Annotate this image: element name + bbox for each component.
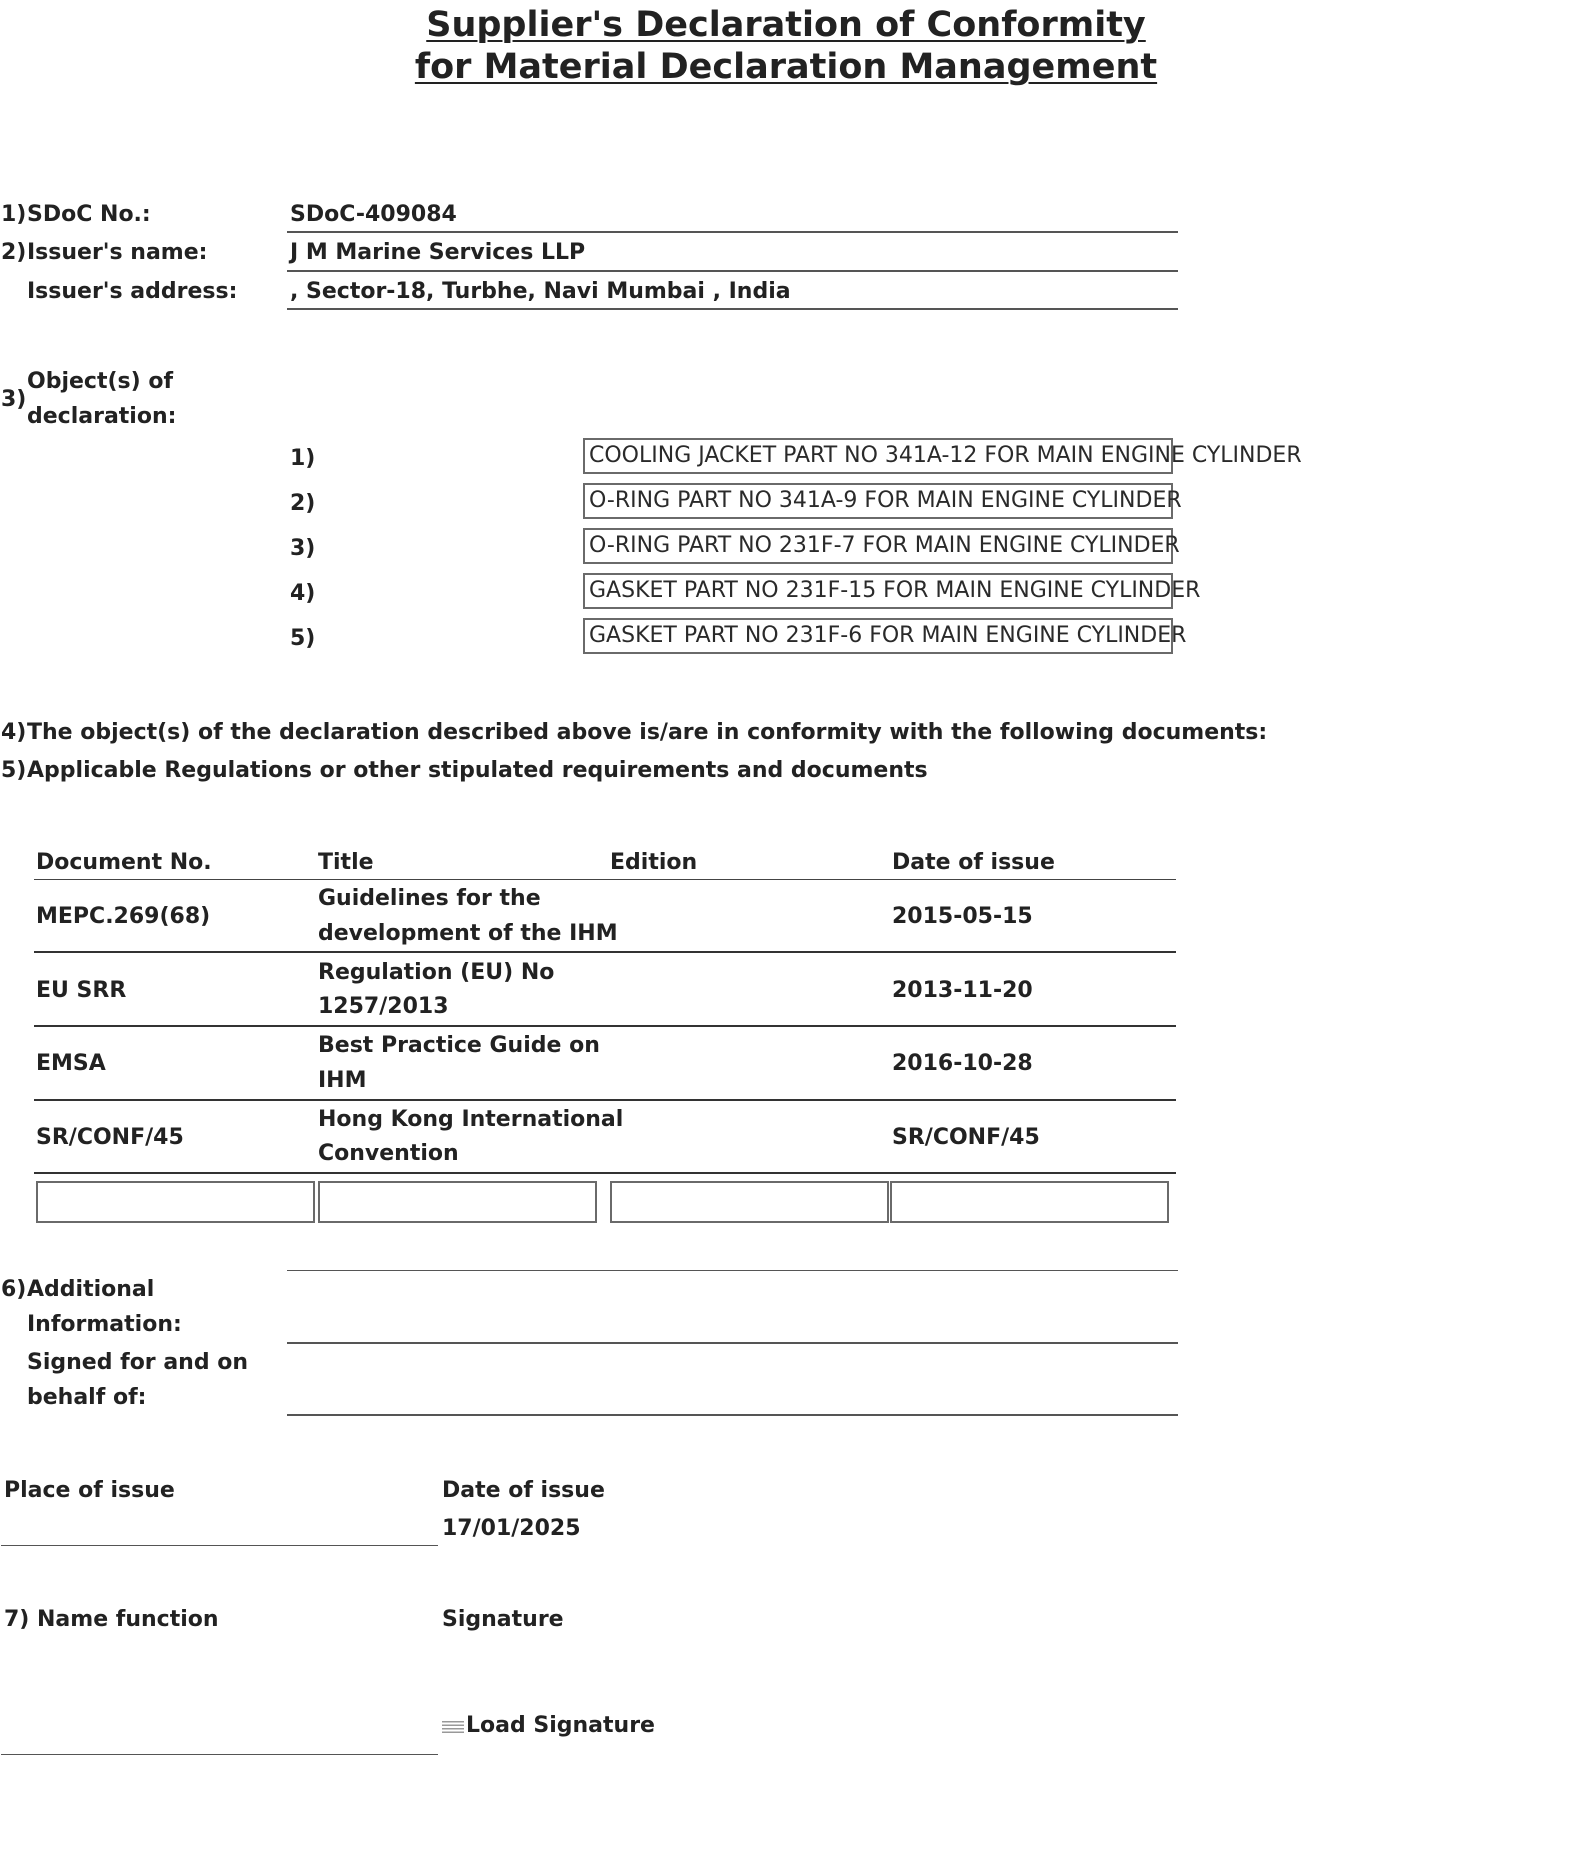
table-header-divider [34, 879, 1176, 880]
signature-label: Signature [442, 1607, 564, 1632]
issuer-address-value: , Sector-18, Turbhe, Navi Mumbai , India [290, 279, 791, 304]
issuer-name-underline [287, 270, 1178, 272]
new-document-no-input[interactable] [36, 1181, 315, 1223]
object-item-number: 4) [290, 581, 316, 606]
table-row-divider [34, 1172, 1176, 1174]
date-of-issue-label: Date of issue [442, 1478, 605, 1503]
table-cell-title-line-2: Convention [318, 1141, 459, 1166]
issuer-address-label: Issuer's address: [27, 279, 238, 304]
signed-behalf-label-line-1: Signed for and on [27, 1350, 249, 1375]
objects-label-line-1: Object(s) of [27, 369, 174, 394]
table-row-divider [34, 951, 1176, 953]
sdoc-number-label: SDoC No.: [27, 202, 151, 227]
table-cell-date: 2016-10-28 [892, 1051, 1033, 1076]
table-cell-title-line-2: development of the IHM [318, 921, 618, 946]
objects-index: 3) [1, 387, 27, 412]
object-item-field[interactable]: COOLING JACKET PART NO 341A-12 FOR MAIN ENGINE CYLINDER [583, 438, 1173, 474]
table-cell-document-no: SR/CONF/45 [36, 1125, 184, 1150]
place-of-issue-label: Place of issue [4, 1478, 175, 1503]
signed-behalf-field[interactable] [287, 1414, 1178, 1416]
additional-info-label-line-2: Information: [27, 1312, 182, 1337]
regulations-index: 5) [1, 758, 27, 783]
table-cell-date: 2013-11-20 [892, 978, 1033, 1003]
object-item-number: 5) [290, 626, 316, 651]
regulations-statement: Applicable Regulations or other stipulated requirements and documents [27, 758, 928, 783]
table-cell-title-line-1: Guidelines for the [318, 886, 541, 911]
load-signature-button[interactable] [442, 1711, 655, 1741]
sdoc-number-underline [287, 231, 1178, 233]
name-function-field[interactable] [1, 1754, 438, 1755]
table-cell-document-no: MEPC.269(68) [36, 904, 211, 929]
object-item-number: 2) [290, 491, 316, 516]
table-row-divider [34, 1099, 1176, 1101]
title-line-1: Supplier's Declaration of Conformity [426, 5, 1146, 45]
object-item-number: 3) [290, 536, 316, 561]
issuer-index: 2) [1, 240, 27, 265]
table-header-title: Title [318, 850, 374, 875]
sdoc-number-value: SDoC-409084 [290, 202, 457, 227]
table-cell-document-no: EMSA [36, 1051, 106, 1076]
issuer-name-label: Issuer's name: [27, 240, 208, 265]
issuer-name-value: J M Marine Services LLP [290, 240, 586, 265]
conformity-statement: The object(s) of the declaration described above is/are in conformity with the following documents: [27, 720, 1268, 745]
objects-label-line-2: declaration: [27, 404, 177, 429]
table-row-divider [34, 1025, 1176, 1027]
additional-info-field[interactable] [287, 1342, 1178, 1344]
table-header-edition: Edition [610, 850, 698, 875]
table-header-date-of-issue: Date of issue [892, 850, 1055, 875]
new-edition-input[interactable] [610, 1181, 889, 1223]
table-cell-title-line-2: IHM [318, 1068, 367, 1093]
table-cell-title-line-1: Hong Kong International [318, 1107, 624, 1132]
table-cell-title-line-2: 1257/2013 [318, 994, 449, 1019]
table-cell-date: SR/CONF/45 [892, 1125, 1040, 1150]
image-placeholder-icon [442, 1719, 464, 1733]
new-date-input[interactable] [890, 1181, 1169, 1223]
title-line-2: for Material Declaration Management [414, 47, 1158, 87]
object-item-field[interactable]: GASKET PART NO 231F-15 FOR MAIN ENGINE CYLINDER [583, 573, 1173, 609]
table-cell-title-line-1: Best Practice Guide on [318, 1033, 600, 1058]
additional-info-top-line [287, 1270, 1178, 1271]
object-item-field[interactable]: O-RING PART NO 231F-7 FOR MAIN ENGINE CYLINDER [583, 528, 1173, 564]
table-cell-date: 2015-05-15 [892, 904, 1033, 929]
document-title [0, 4, 1572, 88]
object-item-field[interactable]: GASKET PART NO 231F-6 FOR MAIN ENGINE CYLINDER [583, 618, 1173, 654]
object-item-number: 1) [290, 446, 316, 471]
conformity-index: 4) [1, 720, 27, 745]
signed-behalf-label-line-2: behalf of: [27, 1385, 147, 1410]
date-of-issue-value: 17/01/2025 [442, 1516, 581, 1541]
load-signature-label: Load Signature [466, 1713, 655, 1738]
additional-info-label-line-1: Additional [27, 1277, 155, 1302]
table-cell-document-no: EU SRR [36, 978, 127, 1003]
new-title-input[interactable] [318, 1181, 597, 1223]
additional-info-index: 6) [1, 1277, 27, 1302]
place-of-issue-field[interactable] [1, 1545, 438, 1546]
table-header-document-no: Document No. [36, 850, 212, 875]
sdoc-number-index: 1) [1, 202, 27, 227]
name-function-label: 7) Name function [4, 1607, 219, 1632]
table-cell-title-line-1: Regulation (EU) No [318, 960, 555, 985]
object-item-field[interactable]: O-RING PART NO 341A-9 FOR MAIN ENGINE CYLINDER [583, 483, 1173, 519]
issuer-address-underline [287, 308, 1178, 310]
